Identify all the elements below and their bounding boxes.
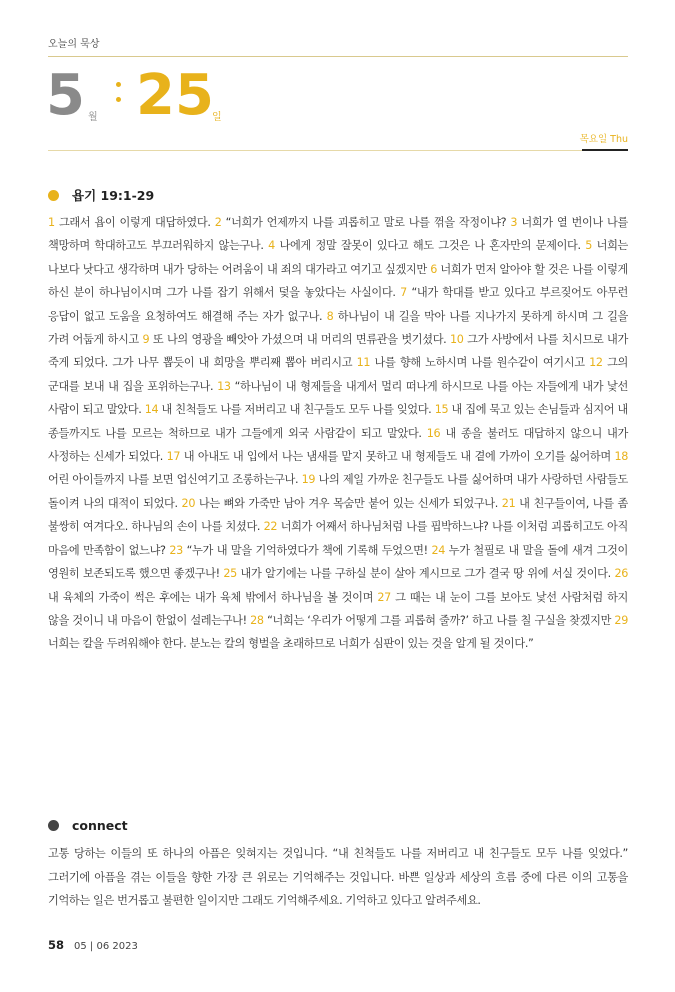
verse-text: 그래서 욥이 이렇게 대답하였다. bbox=[58, 216, 211, 229]
verse-number: 3 bbox=[510, 216, 518, 229]
verse-text: 나는 뼈와 가죽만 남아 겨우 목숨만 붙어 있는 신세가 되었구나. bbox=[198, 496, 498, 510]
scripture-heading bbox=[48, 186, 154, 204]
day-number: 25 bbox=[136, 63, 214, 128]
verse-text: “너희는 ‘우리가 어떻게 그를 괴롭혀 줄까?’ 하고 나를 칠 구실을 찾겠지만 bbox=[267, 613, 612, 627]
verse-text: 그가 사방에서 나를 치시므로 내가 죽게 되었다. 그가 나무 뽑듯이 내 희망을 뿌리째 뽑아 버리시고 bbox=[48, 333, 628, 370]
verse-number: 1 bbox=[48, 216, 55, 229]
verse-number: 4 bbox=[268, 239, 275, 253]
verse-text: 하나님이 내 길을 막아 나를 지나가지 못하게 하시며 그 길을 가려 어둡게 하시고 bbox=[48, 309, 629, 347]
connect-heading bbox=[48, 818, 128, 833]
verse-text: 내 친구들이여, 나를 좀 불쌍히 여겨다오. 하나님의 손이 나를 치셨다. bbox=[48, 496, 628, 534]
verse-number: 16 bbox=[426, 426, 441, 440]
month-number: 5 bbox=[46, 63, 85, 128]
bullet-dot-icon bbox=[48, 820, 59, 831]
verse-text: 그의 군대를 보내 내 집을 포위하는구나. bbox=[48, 356, 629, 393]
verse-number: 22 bbox=[263, 520, 278, 534]
weekday-label: 목요일 Thu bbox=[579, 134, 628, 145]
verse-text: 어린 아이들까지 나를 보면 업신여기고 조롱하는구나. bbox=[48, 473, 299, 487]
verse-number: 14 bbox=[144, 403, 159, 417]
verse-text: “내가 학대를 받고 있다고 부르짖어도 아무런 응답이 없고 도움을 요청하여도 해결해 주는 자가 없구나. bbox=[48, 286, 628, 323]
verse-number: 23 bbox=[169, 543, 183, 557]
verse-number: 13 bbox=[217, 379, 231, 393]
verse-text: 너희는 나보다 낫다고 생각하며 내가 당하는 어려움이 내 죄의 대가라고 여기고 싶겠지만 bbox=[48, 239, 628, 276]
verse-text: 내 종을 불러도 대답하지 않으니 내가 사정하는 신세가 되었다. bbox=[48, 426, 628, 464]
verse-number: 28 bbox=[250, 613, 264, 627]
month-unit: 월 bbox=[88, 112, 98, 123]
verse-number: 9 bbox=[142, 333, 150, 347]
verse-number: 7 bbox=[400, 286, 407, 300]
scripture-text bbox=[48, 211, 628, 656]
verse-text: 내 친척들도 나를 저버리고 내 친구들도 모두 나를 잊었다. bbox=[161, 403, 432, 417]
verse-number: 15 bbox=[434, 403, 449, 417]
bullet-dot-icon bbox=[48, 190, 59, 201]
verse-number: 27 bbox=[377, 590, 391, 604]
top-divider bbox=[48, 56, 628, 57]
verse-number: 25 bbox=[223, 567, 237, 581]
verse-number: 18 bbox=[614, 450, 628, 464]
date-divider bbox=[48, 150, 628, 151]
verse-number: 11 bbox=[356, 356, 371, 370]
verse-text: 내 아내도 내 입에서 나는 냄새를 맡지 못하고 내 형제들도 내 곁에 가까이 오기를 싫어하며 bbox=[183, 450, 611, 464]
verse-text: 그 때는 내 눈이 그를 보아도 낯선 사람처럼 하지 않을 것이니 내 마음이 한없이 설레는구나! bbox=[48, 590, 628, 627]
verse-text: 너희가 먼저 알아야 할 것은 나를 이렇게 하신 분이 하나님이시며 그가 나를 잡기 위해서 덫을 놓았다는 사실이다. bbox=[48, 262, 628, 300]
day-unit: 일 bbox=[212, 112, 222, 123]
verse-number: 6 bbox=[430, 262, 438, 276]
verse-text: 내 집에 묵고 있는 손님들과 심지어 내 종들까지도 나를 모르는 척하므로 내가 그들에게 외국 사람같이 되고 말았다. bbox=[48, 403, 628, 440]
verse-number: 12 bbox=[589, 356, 603, 370]
verse-number: 29 bbox=[614, 613, 628, 627]
verse-text: 또 나의 영광을 빼앗아 가셨으며 내 머리의 면류관을 벗기셨다. bbox=[152, 333, 447, 347]
verse-text: 너희가 열 번이나 나를 책망하며 학대하고도 부끄러워하지 않는구나. bbox=[48, 216, 628, 253]
verse-number: 26 bbox=[614, 567, 628, 581]
verse-text: “누가 내 말을 기억하였다가 책에 기록해 두었으면! bbox=[186, 543, 428, 557]
verse-text: 나에게 정말 잘못이 있다고 해도 그것은 나 혼자만의 문제이다. bbox=[279, 239, 581, 253]
connect-body: 고통 당하는 이들의 또 하나의 아픔은 잊혀지는 것입니다. “내 친척들도 나를 저버리고 내 친구들도 모두 나를 잊었다.” 그러기에 아픔을 겪는 이들을 향한 가장 큰 위로는 기억해주는 것입니다. 바쁜 일상과 세상의 흐름 중에 다른 이의 고통을 기억하는 일은 번거롭고 불편한 일이지만 그래도 기억해주세요. 기억하고 있다고 알려주세요. bbox=[48, 847, 628, 908]
verse-number: 8 bbox=[326, 309, 334, 323]
verse-text: 너희가 어째서 하나님처럼 나를 핍박하느냐? 나를 이처럼 괴롭히고도 아직 마음에 만족함이 없느냐? bbox=[48, 520, 628, 557]
verse-text: “너희가 언제까지 나를 괴롭히고 말로 나를 꺾을 작정이냐? bbox=[225, 216, 507, 229]
date-divider-accent bbox=[582, 149, 628, 151]
verse-text: 내가 알기에는 나를 구하실 분이 살아 계시므로 그가 결국 땅 위에 서실 것이다. bbox=[240, 567, 611, 581]
verse-number: 17 bbox=[166, 450, 181, 464]
connect-title: connect bbox=[72, 818, 128, 833]
scripture-reference: 욥기 19:1-29 bbox=[72, 188, 155, 203]
section-label: 오늘의 묵상 bbox=[48, 39, 100, 50]
verse-number: 21 bbox=[501, 496, 516, 510]
issue-label: 05 | 06 2023 bbox=[74, 941, 138, 952]
verse-text: 나의 제일 가까운 친구들도 나를 싫어하며 내가 사랑하던 사람들도 돌이켜 나의 대적이 되었다. bbox=[48, 473, 628, 510]
verse-number: 19 bbox=[301, 473, 316, 487]
verse-number: 2 bbox=[214, 216, 222, 229]
verse-number: 10 bbox=[449, 333, 464, 347]
verse-text: 내 육체의 가죽이 썩은 후에는 내가 육체 밖에서 하나님을 볼 것이며 bbox=[48, 590, 374, 604]
verse-number: 5 bbox=[585, 239, 593, 253]
page-footer bbox=[48, 938, 138, 952]
verse-text: 나를 향해 노하시며 나를 원수같이 여기시고 bbox=[374, 356, 585, 370]
verse-number: 20 bbox=[181, 496, 196, 510]
verse-number: 24 bbox=[431, 543, 446, 557]
verse-text: 누가 철필로 내 말을 돌에 새겨 그것이 영원히 보존되도록 했으면 좋겠구나! bbox=[48, 543, 628, 581]
verse-text: 너희는 칼을 두려워해야 한다. 분노는 칼의 형벌을 초래하므로 너희가 심판이 있는 것을 알게 될 것이다.” bbox=[48, 637, 534, 651]
verse-text: “하나님이 내 형제들을 내게서 멀리 떠나게 하시므로 나를 아는 자들에게 내가 낯선 사람이 되고 말았다. bbox=[48, 379, 628, 417]
page-number: 58 bbox=[48, 938, 65, 952]
date-colon bbox=[116, 82, 121, 112]
